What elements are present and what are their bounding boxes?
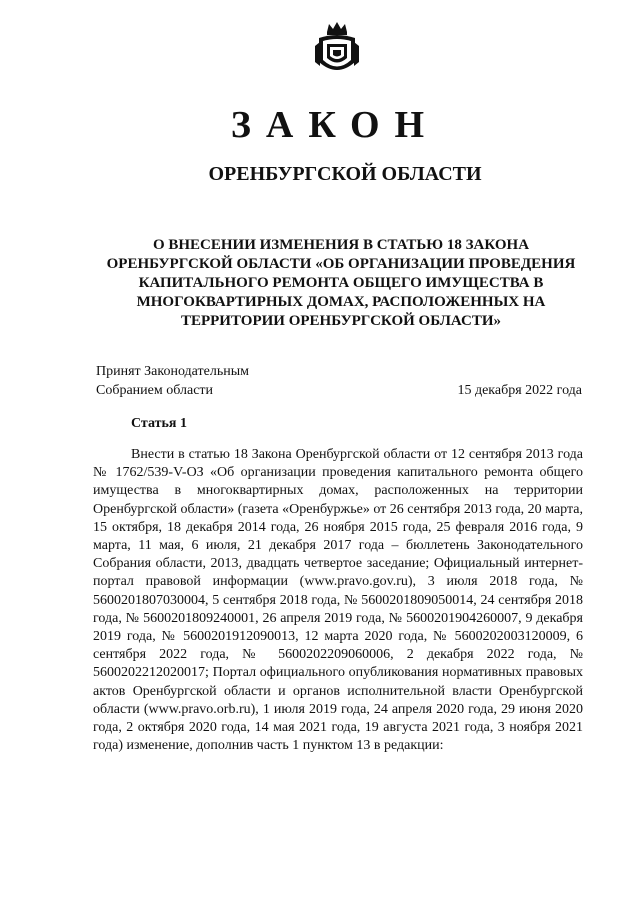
adopted-by — [96, 362, 249, 400]
article-title: Статья 1 — [131, 416, 187, 431]
law-heading-line: О ВНЕСЕНИИ ИЗМЕНЕНИЯ В СТАТЬЮ 18 ЗАКОНА — [152, 237, 530, 253]
orenburg-coat-of-arms-icon — [315, 22, 359, 78]
law-heading — [96, 236, 586, 331]
law-heading-line: ОРЕНБУРГСКОЙ ОБЛАСТИ «ОБ ОРГАНИЗАЦИИ ПРОВЕДЕНИЯ — [106, 256, 576, 272]
law-heading-line: МНОГОКВАРТИРНЫХ ДОМАХ, РАСПОЛОЖЕННЫХ НА — [136, 294, 546, 310]
adopted-by-line: Собранием области — [96, 383, 214, 398]
adopted-date: 15 декабря 2022 года — [457, 383, 582, 398]
document-title: ЗАКОН — [230, 104, 440, 146]
article-body: Внести в статью 18 Закона Оренбургской области от 12 сентября 2013 года № 1762/539-V-ОЗ «Об организации проведения капитального ремонта общего имущества в многоквартирных домах, расположенных на территории Оренбургской области» (газета «Оренбуржье» от 26 сентября 2013 года, 20 марта, 15 октября, 18 декабря 2014 года, 26 ноября 2015 года, 25 февраля 2016 года, 9 марта, 11 мая, 6 июля, 21 декабря 2017 года – бюллетень Законодательного Собрания области, 2013, двадцать четвертое заседание; Официальный интернет-портал правовой информации (www.pravo.gov.ru), 3 июля 2018 года, № 5600201807030004, 5 сентября 2018 года, № 5600201809050014, 24 сентября 2018 года, № 5600201809240001, 26 апреля 2019 года, № 5600201904260007, 9 декабря 2019 года, № 5600201912090013, 12 марта 2020 года, № 5600202003120009, 6 сентября 2022 года, № 5600202209060006, 2 декабря 2022 года, № 5600202212020017; Портал официального опубликования нормативных правовых актов Оренбургской области и органов исполнительной власти Оренбургской области (www.pravo.orb.ru), 1 июля 2019 года, 24 апреля 2020 года, 29 июня 2020 года, 2 октября 2020 года, 14 мая 2021 года, 19 августа 2021 года, 3 ноября 2021 года) изменение, дополнив часть 1 пунктом 13 в редакции: — [93, 447, 583, 754]
adopted-by-line: Принят Законодательным — [96, 364, 249, 379]
law-heading-line: ТЕРРИТОРИИ ОРЕНБУРГСКОЙ ОБЛАСТИ» — [180, 313, 502, 329]
law-heading-line: КАПИТАЛЬНОГО РЕМОНТА ОБЩЕГО ИМУЩЕСТВА В — [138, 275, 544, 291]
document-subtitle: ОРЕНБУРГСКОЙ ОБЛАСТИ — [208, 163, 482, 185]
